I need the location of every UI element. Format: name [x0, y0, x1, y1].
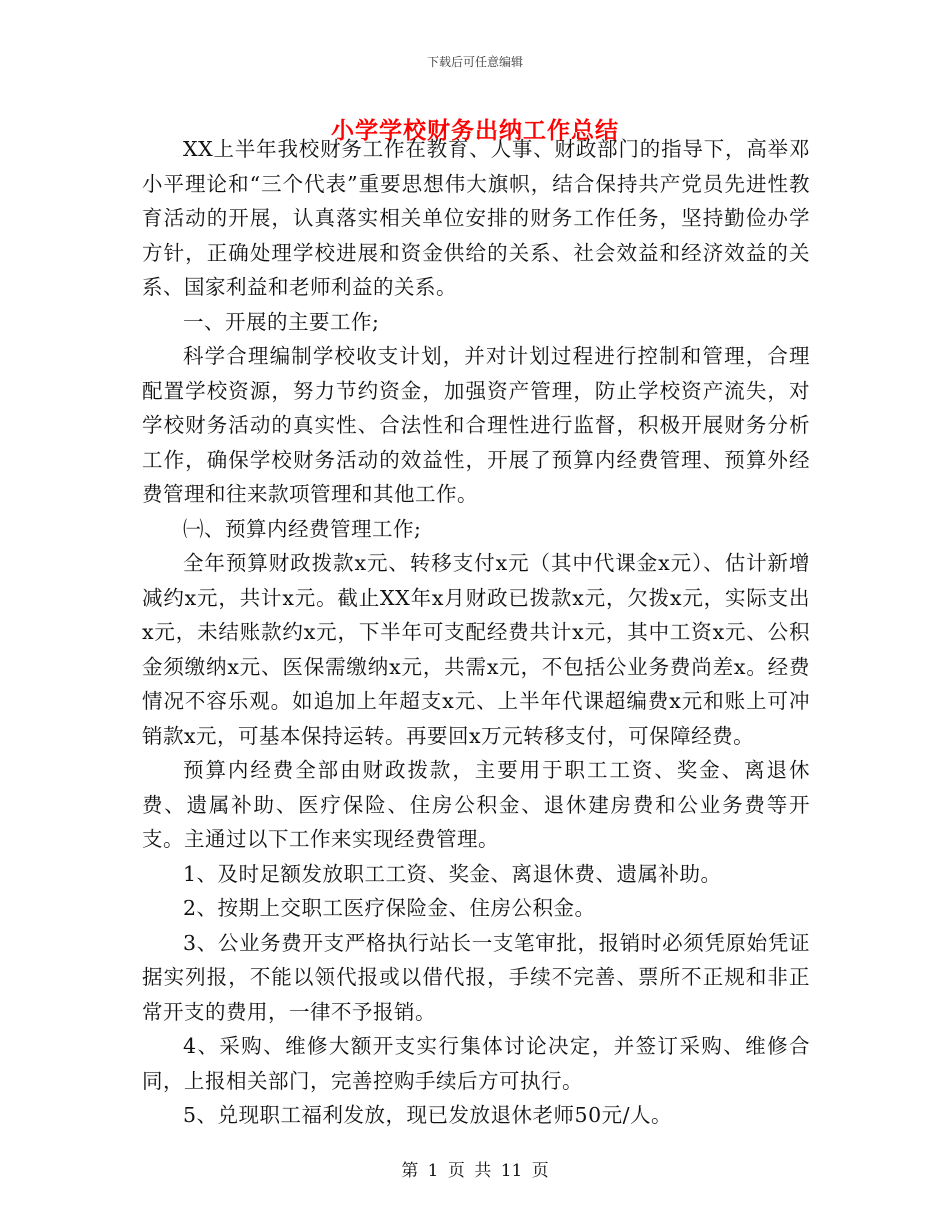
paragraph-intro: XX上半年我校财务工作在教育、人事、财政部门的指导下，高举邓小平理论和“三个代表”重要思想伟大旗帜，结合保持共产党员先进性教育活动的开展，认真落实相关单位安排的财务工作任务，坚持勤俭办学方针，正确处理学校进展和资金供给的关系、社会效益和经济效益的关系、国家利益和老师利益的关系。 [142, 137, 810, 299]
list-item-5: 5、兑现职工福利发放，现已发放退休老师50元/人。 [183, 1103, 673, 1127]
subsection-heading-budget: ㈠、预算内经费管理工作; [183, 516, 422, 541]
header-note: 下载后可任意编辑 [426, 55, 523, 69]
list-item-3: 3、公业务费开支严格执行站长一支笔审批，报销时必须凭原始凭证据实列报，不能以领代报或以借代报，手续不完善、票所不正规和非正常开支的费用，一律不予报销。 [142, 930, 810, 1024]
section-heading-main-work: 一、开展的主要工作; [183, 309, 380, 334]
page-indicator: 第 1 页 共 11 页 [401, 1161, 549, 1181]
list-item-2: 2、按期上交职工医疗保险金、住房公积金。 [183, 896, 596, 920]
list-item-1: 1、及时足额发放职工工资、奖金、离退休费、遗属补助。 [183, 861, 722, 886]
paragraph-main-work: 科学合理编制学校收支计划，并对计划过程进行控制和管理，合理配置学校资源，努力节约资金，加强资产管理，防止学校资产流失，对学校财务活动的真实性、合法性和合理性进行监督，积极开展财务分析工作，确保学校财务活动的效益性，开展了预算内经费管理、预算外经费管理和往来款项管理和其他工作。 [142, 344, 810, 506]
paragraph-budget-usage: 预算内经费全部由财政拨款，主要用于职工工资、奖金、离退休费、遗属补助、医疗保险、住房公积金、退休建房费和公业务费等开支。主通过以下工作来实现经费管理。 [142, 758, 810, 851]
document-body [142, 132, 810, 1133]
document-title: 小学学校财务出纳工作总结 [331, 117, 619, 144]
paragraph-budget-figures: 全年预算财政拨款x元、转移支付x元（其中代课金x元）、估计新增减约x元，共计x元。截止XX年x月财政已拨款x元，欠拨x元，实际支出x元，未结账款约x元，下半年可支配经费共计x元，其中工资x元、公积金须缴纳x元、医保需缴纳x元，共需x元，不包括公业务费尚差x。经费情况不容乐观。如追加上年超支x元、上半年代课超编费x元和账上可冲销款x元，可基本保持运转。再要回x万元转移支付，可保障经费。 [142, 551, 810, 748]
list-item-4: 4、采购、维修大额开支实行集体讨论决定，并签订采购、维修合同，上报相关部门，完善控购手续后方可执行。 [142, 1034, 810, 1093]
